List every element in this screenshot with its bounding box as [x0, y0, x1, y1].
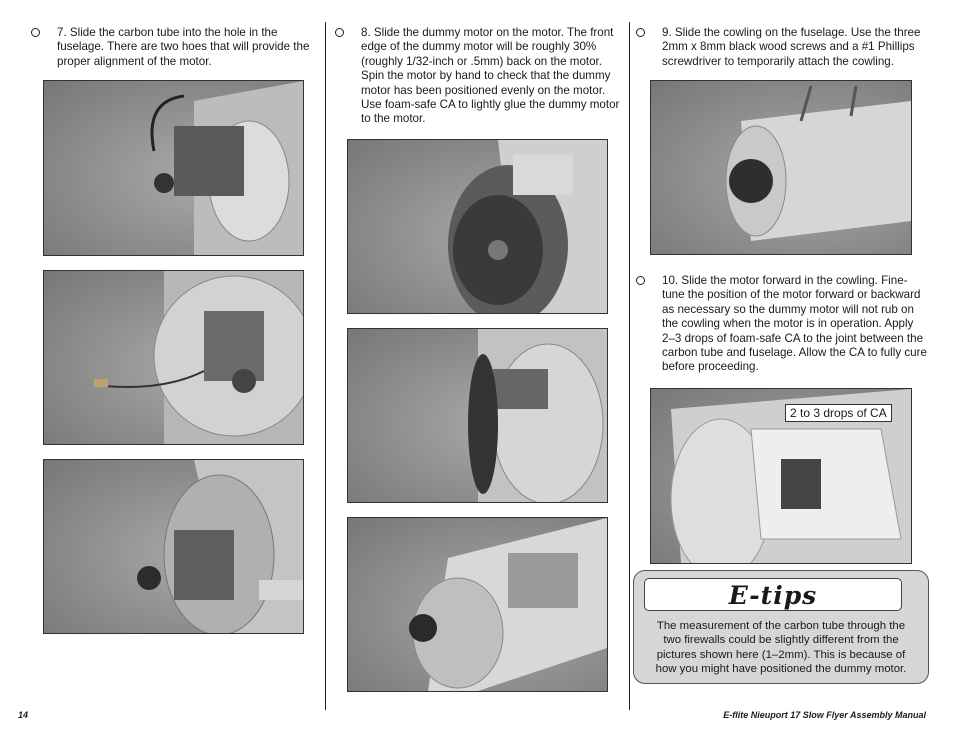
step-7-text: 7. Slide the carbon tube into the hole in the fuselage. There are two hoes that will provide the proper alignment of the motor.	[57, 26, 310, 68]
step-8-text: 8. Slide the dummy motor on the motor. The front edge of the dummy motor will be roughly 30% (roughly 1/32-inch or .5mm) back on the motor. Spin the motor by hand to check that the dummy motor has been positioned evenly on the motor. Use foam-safe CA to lightly glue the dummy motor to the motor.	[361, 26, 620, 126]
etips-logo-frame	[644, 578, 902, 611]
step-10-text: 10. Slide the motor forward in the cowling. Fine-tune the position of the motor forward or backward as necessary so the dummy motor will not rub on the cowling when the motor is in operation. Apply 2–3 drops of foam-safe CA to the joint between the carbon tube and fuselage. Allow the CA to fully cure before proceeding.	[662, 274, 927, 374]
photo-step-8-a	[347, 139, 608, 314]
photo-step-7-a	[43, 80, 304, 256]
photo-step-7-c	[43, 459, 304, 634]
step-9-text: 9. Slide the cowling on the fuselage. Use the three 2mm x 8mm black wood screws and a #1 Phillips screwdriver to temporarily attach the cowling.	[662, 26, 921, 68]
column-divider-1	[325, 22, 326, 710]
page-number: 14	[18, 710, 29, 720]
etips-box	[633, 570, 929, 684]
photo-step-7-b	[43, 270, 304, 445]
etips-text: The measurement of the carbon tube through the two firewalls could be slightly different from the pictures shown here (1–2mm). This is because of how you might have positioned the dummy motor.	[655, 620, 907, 676]
column-divider-2	[629, 22, 630, 710]
checkbox-bullet-icon[interactable]	[636, 276, 645, 285]
photo-step-8-b	[347, 328, 608, 503]
ca-drops-callout: 2 to 3 drops of CA	[785, 404, 892, 422]
checkbox-bullet-icon[interactable]	[636, 28, 645, 37]
etips-logo: E-tips	[728, 581, 818, 610]
checkbox-bullet-icon[interactable]	[335, 28, 344, 37]
photo-step-9	[650, 80, 912, 255]
manual-title: E-flite Nieuport 17 Slow Flyer Assembly Manual	[723, 710, 926, 720]
checkbox-bullet-icon[interactable]	[31, 28, 40, 37]
photo-step-8-c	[347, 517, 608, 692]
